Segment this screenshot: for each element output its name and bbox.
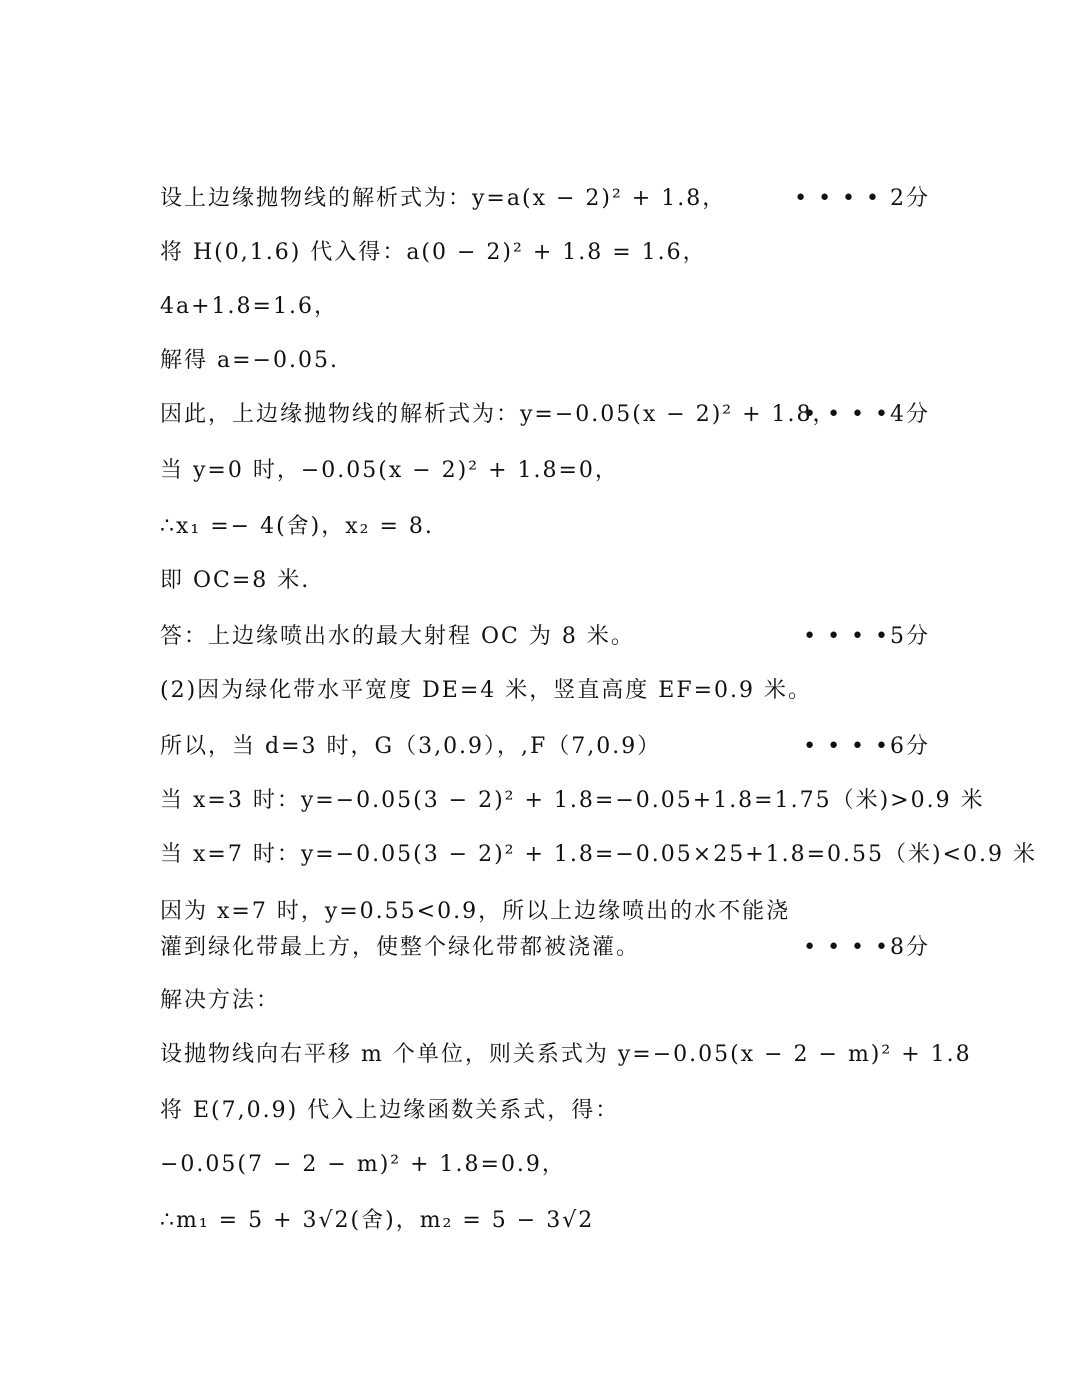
text-line [160, 292, 930, 322]
line-text: −0.05(7 − 2 − m)² + 1.8=0.9， [160, 1152, 566, 1177]
line-text: 设抛物线向右平移 m 个单位，则关系式为 y=−0.05(x − 2 − m)² + 1.8 [160, 1042, 972, 1067]
line-text: 因此，上边缘抛物线的解析式为：y=−0.05(x − 2)² + 1.8， [160, 402, 837, 427]
text-line [160, 676, 930, 706]
text-line [160, 986, 930, 1016]
text-line [160, 184, 930, 214]
text-line [160, 732, 930, 762]
line-text: ∴m₁ = 5 + 3√2(舍)，m₂ = 5 − 3√2 [160, 1208, 595, 1233]
text-line [160, 840, 1038, 870]
paragraph-text: 因为 x=7 时，y=0.55<0.9，所以上边缘喷出的水不能浇灌到绿化带最上方，使整个绿化带都被浇灌。 [160, 899, 791, 960]
line-text: 解决方法： [160, 988, 281, 1013]
line-text: 当 y=0 时，−0.05(x − 2)² + 1.8=0， [160, 458, 619, 483]
line-text: 4a+1.8=1.6， [160, 294, 338, 319]
text-line [160, 622, 930, 652]
line-text: (2)因为绿化带水平宽度 DE=4 米，竖直高度 EF=0.9 米。 [160, 678, 813, 703]
line-text: 所以，当 d=3 时，G（3,0.9），,F（7,0.9） [160, 734, 662, 759]
score-marker: • • • •6分 [803, 734, 930, 759]
text-line [160, 346, 930, 376]
text-paragraph [160, 894, 930, 966]
line-text: 当 x=7 时：y=−0.05(3 − 2)² + 1.8=−0.05×25+1.8=0.55（米)<0.9 米 [160, 842, 1038, 867]
text-line [160, 786, 985, 816]
text-line [160, 1150, 930, 1180]
line-text: 答：上边缘喷出水的最大射程 OC 为 8 米。 [160, 624, 635, 649]
line-text: 将 E(7,0.9) 代入上边缘函数关系式，得： [160, 1098, 620, 1123]
line-text: 即 OC=8 米. [160, 568, 311, 593]
score-marker: • • • •4分 [803, 402, 930, 427]
line-text: 当 x=3 时：y=−0.05(3 − 2)² + 1.8=−0.05+1.8=1.75（米)>0.9 米 [160, 788, 985, 813]
text-line [160, 1040, 972, 1070]
text-line [160, 512, 930, 542]
score-marker: • • • •5分 [803, 624, 930, 649]
text-line [160, 1206, 930, 1236]
text-line [160, 1096, 930, 1126]
score-marker: • • • • 2分 [794, 186, 930, 211]
text-line [160, 456, 930, 486]
line-text: 设上边缘抛物线的解析式为：y=a(x − 2)² + 1.8， [160, 186, 727, 211]
line-text: 将 H(0,1.6) 代入得：a(0 − 2)² + 1.8 = 1.6， [160, 240, 707, 265]
text-line [160, 238, 930, 268]
text-line [160, 400, 930, 430]
score-marker: • • • •8分 [803, 935, 930, 960]
line-text: ∴x₁ =− 4(舍)，x₂ = 8. [160, 514, 434, 539]
text-line [160, 566, 930, 596]
line-text: 解得 a=−0.05. [160, 348, 339, 373]
